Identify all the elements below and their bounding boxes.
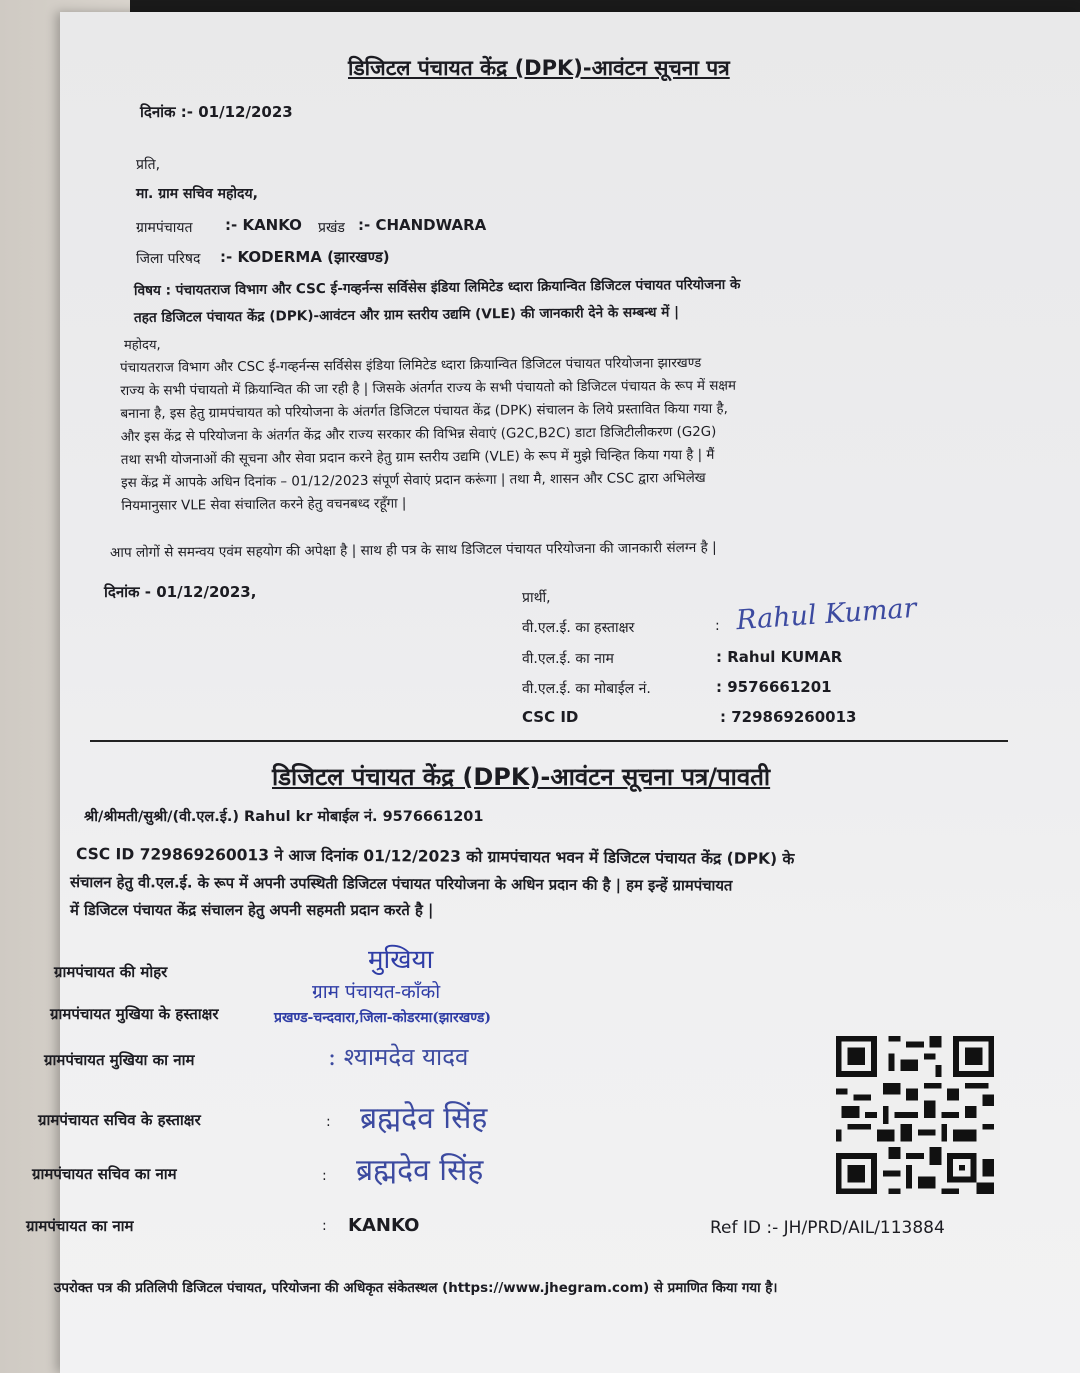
mukhiya-name-label: ग्रामपंचायत मुखिया का नाम (44, 1051, 195, 1069)
vle-signature: Rahul Kumar (735, 592, 918, 637)
block-value: :- CHANDWARA (358, 216, 487, 234)
sachiv-name-label: ग्रामपंचायत सचिव का नाम (32, 1165, 177, 1183)
mukhiya-name-value: : श्यामदेव यादव (328, 1043, 469, 1071)
gp-name-label: ग्रामपंचायत का नाम (26, 1217, 134, 1235)
body-paragraph (120, 349, 1011, 518)
block-label: प्रखंड (318, 220, 345, 236)
body-line: पंचायतराज विभाग और CSC ई-गव्हर्नन्स सर्विसेस इंडिया लिमिटेड ध्दारा क्रियान्वित डिजिटल पंचायत परियोजना झारखण्ड (120, 355, 702, 376)
subject-line-2: तहत डिजिटल पंचायत केंद्र (DPK)-आवंटन और ग्राम स्तरीय उद्यमि (VLE) की जानकारी देने के सम्बन्ध में | (133, 304, 680, 326)
vle-sign-colon: : (715, 618, 720, 634)
mukhiya-sign-label: ग्रामपंचायत मुखिया के हस्ताक्षर (50, 1005, 219, 1023)
subject-line-1: विषय : पंचायतराज विभाग और CSC ई-गव्हर्नन्स सर्विसेस इंडिया लिमिटेड ध्दारा क्रियान्वित डिजिटल पंचायत परियोजना के (133, 276, 741, 299)
sachiv-signature: ब्रह्मदेव सिंह (360, 1101, 488, 1136)
sachiv-sign-label: ग्रामपंचायत सचिव के हस्ताक्षर (38, 1111, 201, 1129)
applicant-heading: प्रार्थी, (522, 590, 551, 606)
applicant-date: दिनांक - 01/12/2023, (104, 583, 257, 601)
salutation: महोदय, (124, 338, 161, 353)
header-date: दिनांक :- 01/12/2023 (140, 103, 293, 121)
receipt-title: डिजिटल पंचायत केंद्र (DPK)-आवंटन सूचना पत्र/पावती (272, 763, 771, 791)
csc-id-label: CSC ID (522, 708, 579, 726)
sachiv-sign-colon: : (326, 1114, 331, 1130)
to-line: प्रति, (136, 157, 161, 173)
vle-name-label: वी.एल.ई. का नाम (522, 651, 614, 667)
body-line: राज्य के सभी पंचायतो में क्रियान्वित की जा रही है | जिसके अंतर्गत राज्य के सभी पंचायतो को डिजिटल पंचायत के रूप में सक्षम (120, 378, 737, 399)
vle-mobile-label: वी.एल.ई. का मोबाईल नं. (522, 681, 651, 697)
receipt-line-1: CSC ID 729869260013 ने आज दिनांक 01/12/2023 को ग्रामपंचायत भवन में डिजिटल पंचायत केंद्र (DPK) के (75, 845, 795, 869)
sachiv-name-colon: : (322, 1168, 327, 1184)
stamp-line-1: मुखिया (368, 945, 434, 975)
recipient-line: मा. ग्राम सचिव महोदय, (136, 186, 258, 202)
body-line: और इस केंद्र से परियोजना के अंतर्गत केंद्र और राज्य सरकार की विभिन्न सेवाएं (G2C,B2C) डाटा डिजिटीलीकरण (G2G) (120, 424, 717, 445)
ref-id: Ref ID :- JH/PRD/AIL/113884 (710, 1218, 945, 1238)
document-page (26, 12, 1080, 1373)
stamp-line-3: प्रखण्ड-चन्दवारा,जिला-कोडरमा(झारखण्ड) (274, 1010, 491, 1026)
receipt-line-2: संचालन हेतु वी.एल.ई. के रूप में अपनी उपस्थिती डिजिटल पंचायत परियोजना के अधिन प्रदान की है | हम इन्हें ग्रामपंचायत (69, 874, 733, 895)
csc-id-value: : 729869260013 (720, 708, 857, 726)
body-line: इस केंद्र में आपके अधिन दिनांक – 01/12/2023 संपूर्ण सेवाएं प्रदान करूंगा | तथा मै, शासन और CSC द्वारा अभिलेख (121, 470, 706, 491)
vle-mobile-value: : 9576661201 (716, 678, 832, 696)
vle-name-value: : Rahul KUMAR (716, 648, 843, 666)
district-label: जिला परिषद (136, 251, 201, 267)
body-line: बनाना है, इस हेतु ग्रामपंचायत को परियोजना के अंतर्गत डिजिटल पंचायत केंद्र (DPK) संचालन के लिये प्रस्तावित किया गया है, (120, 401, 728, 422)
vle-sign-label: वी.एल.ई. का हस्ताक्षर (522, 620, 635, 636)
document-title: डिजिटल पंचायत केंद्र (DPK)-आवंटन सूचना पत्र (348, 56, 730, 80)
body-line: नियमानुसार VLE सेवा संचालित करने हेतु वचनबध्द रहूँगा | (121, 496, 407, 514)
receipt-person-line: श्री/श्रीमती/सुश्री/(वी.एल.ई.) Rahul kr मोबाईल नं. 9576661201 (84, 809, 484, 825)
stamp-line-2: ग्राम पंचायत-काँको (312, 981, 441, 1003)
gp-value: :- KANKO (225, 216, 302, 234)
receipt-line-3: में डिजिटल पंचायत केंद्र संचालन हेतु अपनी सहमती प्रदान करते है | (70, 902, 434, 919)
body-line: तथा सभी योजनाओं की सूचना और सेवा प्रदान करने हेतु ग्राम स्तरीय उद्यमि (VLE) के रूप में मुझे चिन्हित किया गया है | मैं (120, 447, 715, 468)
gp-name-colon: : (322, 1218, 327, 1234)
seal-label: ग्रामपंचायत की मोहर (54, 963, 168, 981)
qr-code (830, 1030, 1000, 1200)
section-divider (90, 740, 1008, 742)
closing-line: आप लोगों से समन्वय एवंम सहयोग की अपेक्षा है | साथ ही पत्र के साथ डिजिटल पंचायत परियोजना की जानकारी संलग्न है | (109, 539, 717, 561)
gp-name-value: KANKO (348, 1215, 420, 1236)
district-value: :- KODERMA (झारखण्ड) (220, 248, 390, 266)
footer-note: उपरोक्त पत्र की प्रतिलिपी डिजिटल पंचायत, परियोजना की अधिकृत संकेतस्थल (https://www.jhegram.com) से प्रमाणित किया गया है। (54, 1281, 778, 1296)
sachiv-name-value: ब्रह्मदेव सिंह (356, 1153, 484, 1188)
gp-label: ग्रामपंचायत (136, 220, 193, 236)
